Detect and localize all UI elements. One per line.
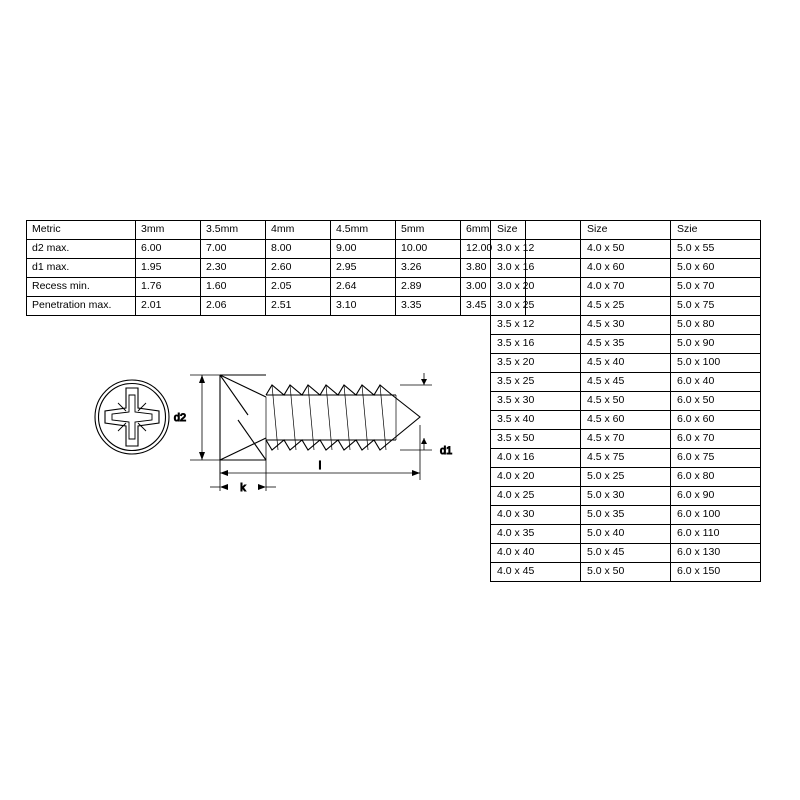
size-header-0: Size [491,221,581,240]
size-row-3-col-2: 5.0 x 75 [671,297,761,316]
size-table [490,220,761,582]
size-row-4-col-2: 5.0 x 80 [671,316,761,335]
d1-dimension [400,373,432,450]
metric-header-1: 3mm [136,221,201,240]
size-row-16-col-0: 4.0 x 40 [491,544,581,563]
size-row-9-col-0: 3.5 x 40 [491,411,581,430]
table-row [27,278,526,297]
size-row-14-col-2: 6.0 x 100 [671,506,761,525]
size-row-11-col-0: 4.0 x 16 [491,449,581,468]
size-row-0-col-2: 5.0 x 55 [671,240,761,259]
table-row-header [491,221,761,240]
table-row [491,240,761,259]
metric-row-0-col-6: 12.00 [461,240,526,259]
size-row-14-col-0: 4.0 x 30 [491,506,581,525]
size-row-11-col-1: 4.5 x 75 [581,449,671,468]
size-header-1: Size [581,221,671,240]
size-row-17-col-1: 5.0 x 50 [581,563,671,582]
size-row-1-col-2: 5.0 x 60 [671,259,761,278]
size-row-4-col-1: 4.5 x 30 [581,316,671,335]
d2-label: d2 [173,412,187,424]
size-row-15-col-0: 4.0 x 35 [491,525,581,544]
table-row [491,506,761,525]
size-row-8-col-2: 6.0 x 50 [671,392,761,411]
table-row [27,259,526,278]
size-row-10-col-1: 4.5 x 70 [581,430,671,449]
metric-header-6: 6mm [461,221,526,240]
metric-row-1-col-6: 3.80 [461,259,526,278]
screw-shank-thread [266,385,420,450]
size-header-2: Szie [671,221,761,240]
metric-row-1-col-0: d1 max. [27,259,136,278]
countersunk-screw-side-view-icon [220,375,266,460]
size-row-10-col-0: 3.5 x 50 [491,430,581,449]
size-row-2-col-2: 5.0 x 70 [671,278,761,297]
size-row-1-col-0: 3.0 x 16 [491,259,581,278]
metric-row-2-col-1: 1.76 [136,278,201,297]
size-row-4-col-0: 3.5 x 12 [491,316,581,335]
metric-row-0-col-3: 8.00 [266,240,331,259]
size-row-0-col-1: 4.0 x 50 [581,240,671,259]
table-row [491,430,761,449]
metric-row-2-col-6: 3.00 [461,278,526,297]
size-row-16-col-2: 6.0 x 130 [671,544,761,563]
size-row-6-col-1: 4.5 x 40 [581,354,671,373]
metric-row-2-col-2: 1.60 [201,278,266,297]
table-row [491,468,761,487]
table-row [491,411,761,430]
metric-row-0-col-5: 10.00 [396,240,461,259]
size-row-2-col-1: 4.0 x 70 [581,278,671,297]
table-row-header [27,221,526,240]
size-row-10-col-2: 6.0 x 70 [671,430,761,449]
table-row [491,259,761,278]
metric-row-0-col-0: d2 max. [27,240,136,259]
size-row-0-col-0: 3.0 x 12 [491,240,581,259]
size-row-2-col-0: 3.0 x 20 [491,278,581,297]
metric-header-5: 5mm [396,221,461,240]
size-row-7-col-1: 4.5 x 45 [581,373,671,392]
screw-technical-drawing [80,355,470,495]
metric-header-2: 3.5mm [201,221,266,240]
l-label: l [318,460,322,472]
metric-header-0: Metric [27,221,136,240]
size-row-9-col-1: 4.5 x 60 [581,411,671,430]
d1-label: d1 [440,445,453,457]
size-row-8-col-0: 3.5 x 30 [491,392,581,411]
metric-row-3-col-4: 3.10 [331,297,396,316]
d2-dimension [190,375,220,460]
metric-row-1-col-4: 2.95 [331,259,396,278]
table-row [491,316,761,335]
screw-head-outline [220,375,266,460]
size-row-5-col-1: 4.5 x 35 [581,335,671,354]
size-row-16-col-1: 5.0 x 45 [581,544,671,563]
metric-row-0-col-1: 6.00 [136,240,201,259]
table-row [491,449,761,468]
metric-row-3-col-0: Penetration max. [27,297,136,316]
metric-row-3-col-2: 2.06 [201,297,266,316]
size-row-3-col-0: 3.0 x 25 [491,297,581,316]
size-row-15-col-2: 6.0 x 110 [671,525,761,544]
table-row [491,525,761,544]
size-row-7-col-0: 3.5 x 25 [491,373,581,392]
metric-row-3-col-3: 2.51 [266,297,331,316]
metric-row-2-col-5: 2.89 [396,278,461,297]
metric-spec-table [26,220,526,316]
size-row-1-col-1: 4.0 x 60 [581,259,671,278]
metric-row-1-col-2: 2.30 [201,259,266,278]
table-row [491,297,761,316]
size-row-15-col-1: 5.0 x 40 [581,525,671,544]
size-row-3-col-1: 4.5 x 25 [581,297,671,316]
table-row [491,335,761,354]
metric-row-1-col-5: 3.26 [396,259,461,278]
k-label: k [240,482,246,494]
size-row-8-col-1: 4.5 x 50 [581,392,671,411]
size-row-17-col-2: 6.0 x 150 [671,563,761,582]
metric-row-2-col-0: Recess min. [27,278,136,297]
table-row [491,544,761,563]
metric-row-3-col-5: 3.35 [396,297,461,316]
pozidriv-recess-icon [95,380,169,454]
size-row-13-col-2: 6.0 x 90 [671,487,761,506]
table-row [27,297,526,316]
size-row-14-col-1: 5.0 x 35 [581,506,671,525]
table-row [491,563,761,582]
size-row-12-col-0: 4.0 x 20 [491,468,581,487]
size-table-body [491,221,761,582]
metric-row-1-col-1: 1.95 [136,259,201,278]
metric-row-3-col-1: 2.01 [136,297,201,316]
size-row-9-col-2: 6.0 x 60 [671,411,761,430]
size-row-5-col-0: 3.5 x 16 [491,335,581,354]
metric-row-2-col-3: 2.05 [266,278,331,297]
size-row-13-col-0: 4.0 x 25 [491,487,581,506]
metric-row-0-col-4: 9.00 [331,240,396,259]
size-row-12-col-1: 5.0 x 25 [581,468,671,487]
size-row-7-col-2: 6.0 x 40 [671,373,761,392]
screw-head [220,375,266,460]
size-row-11-col-2: 6.0 x 75 [671,449,761,468]
metric-row-1-col-3: 2.60 [266,259,331,278]
size-row-12-col-2: 6.0 x 80 [671,468,761,487]
table-row [27,240,526,259]
table-row [491,373,761,392]
metric-header-4: 4.5mm [331,221,396,240]
metric-table-body [27,221,526,316]
metric-row-0-col-2: 7.00 [201,240,266,259]
table-row [491,392,761,411]
size-row-5-col-2: 5.0 x 90 [671,335,761,354]
size-row-6-col-0: 3.5 x 20 [491,354,581,373]
size-row-13-col-1: 5.0 x 30 [581,487,671,506]
size-row-6-col-2: 5.0 x 100 [671,354,761,373]
metric-row-2-col-4: 2.64 [331,278,396,297]
table-row [491,278,761,297]
table-row [491,354,761,373]
size-row-17-col-0: 4.0 x 45 [491,563,581,582]
metric-row-3-col-6: 3.45 [461,297,526,316]
table-row [491,487,761,506]
metric-header-3: 4mm [266,221,331,240]
